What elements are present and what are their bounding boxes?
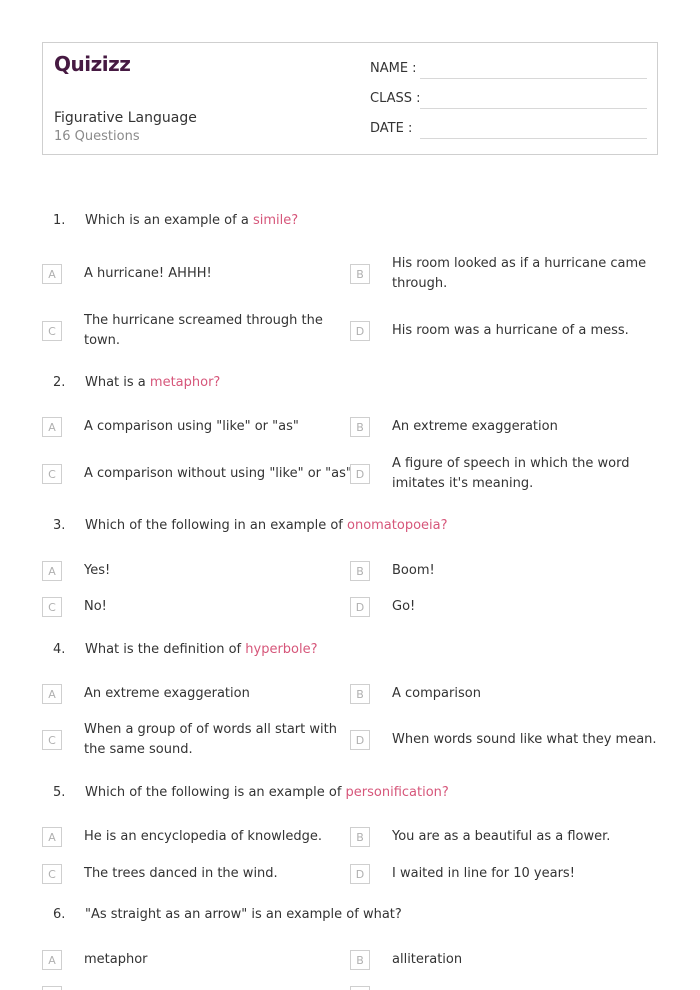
class-field	[370, 91, 647, 111]
option-text: A comparison without using "like" or "as"	[84, 466, 352, 481]
question-keyword: hyperbole?	[245, 642, 318, 657]
question-5	[0, 785, 700, 805]
question-keyword: simile?	[252, 213, 299, 228]
option-letter-box: C	[42, 864, 62, 884]
option-letter-box: A	[42, 950, 62, 970]
option-text: An extreme exaggeration	[84, 686, 250, 701]
question-1	[0, 213, 700, 233]
option-1b[interactable]	[350, 254, 650, 294]
date-field	[370, 121, 647, 141]
question-count: 16 Questions	[54, 129, 140, 144]
option-text: No!	[84, 599, 107, 614]
option-2c[interactable]	[42, 454, 352, 494]
question-4	[0, 642, 700, 662]
option-letter-box: B	[350, 684, 370, 704]
option-text: When words sound like what they mean.	[392, 732, 657, 747]
option-6a[interactable]	[42, 950, 342, 970]
option-text: Go!	[392, 599, 416, 614]
option-4c[interactable]	[42, 720, 342, 760]
option-text: When a group of of words all start with the same sound.	[84, 722, 337, 757]
quizizz-logo: Quizizz	[54, 52, 131, 76]
option-3c[interactable]	[42, 597, 342, 617]
question-text: Which of the following in an example of onomatopoeia?	[85, 518, 448, 533]
option-4b[interactable]	[350, 684, 650, 704]
option-5d[interactable]	[350, 864, 650, 884]
question-number: 4.	[53, 642, 66, 657]
question-text: Which of the following is an example of personification?	[85, 785, 449, 800]
option-1d[interactable]	[350, 311, 650, 351]
question-3	[0, 518, 700, 538]
option-4a[interactable]	[42, 684, 342, 704]
name-label: NAME :	[370, 61, 417, 76]
question-keyword: personification?	[345, 785, 449, 800]
option-text: An extreme exaggeration	[392, 419, 558, 434]
question-6	[0, 907, 700, 927]
question-number: 5.	[53, 785, 66, 800]
date-line	[420, 138, 647, 139]
option-text: You are as a beautiful as a flower.	[392, 829, 611, 844]
option-3a[interactable]	[42, 561, 342, 581]
option-letter-box: A	[42, 417, 62, 437]
question-number: 6.	[53, 907, 66, 922]
option-text: I waited in line for 10 years!	[392, 866, 575, 881]
option-letter-box: C	[42, 730, 62, 750]
option-text: Yes!	[84, 563, 111, 578]
class-line	[420, 108, 647, 109]
option-1a[interactable]	[42, 254, 342, 294]
option-text: The trees danced in the wind.	[84, 866, 278, 881]
option-2a[interactable]	[42, 417, 342, 437]
option-6b[interactable]	[350, 950, 650, 970]
option-5a[interactable]	[42, 827, 342, 847]
option-text: A figure of speech in which the word imitates it's meaning.	[392, 456, 630, 491]
option-text: A comparison	[392, 686, 481, 701]
worksheet-title: Figurative Language	[54, 110, 197, 126]
option-1c[interactable]	[42, 311, 342, 351]
option-text: alliteration	[392, 952, 463, 967]
option-text: He is an encyclopedia of knowledge.	[84, 829, 323, 844]
option-text: A comparison using "like" or "as"	[84, 419, 299, 434]
option-letter-box: B	[350, 827, 370, 847]
option-4d[interactable]	[350, 730, 657, 750]
class-label: CLASS :	[370, 91, 421, 106]
option-letter-box: A	[42, 264, 62, 284]
option-letter-box: D	[350, 597, 370, 617]
option-text: A hurricane! AHHH!	[84, 266, 212, 281]
question-keyword: onomatopoeia?	[347, 518, 448, 533]
question-text: What is a metaphor?	[85, 375, 221, 390]
question-text: "As straight as an arrow" is an example of what?	[85, 907, 402, 922]
name-line	[420, 78, 647, 79]
option-3b[interactable]	[350, 561, 650, 581]
option-letter-box: C	[42, 464, 62, 484]
option-text: His room looked as if a hurricane came through.	[392, 256, 647, 291]
question-keyword: metaphor?	[149, 375, 221, 390]
worksheet-header	[42, 42, 658, 155]
option-letter-box: C	[42, 597, 62, 617]
question-2	[0, 375, 700, 395]
option-3d[interactable]	[350, 597, 650, 617]
option-letter-box: D	[350, 864, 370, 884]
option-letter-box-cutoff	[42, 986, 62, 990]
option-5c[interactable]	[42, 864, 342, 884]
option-letter-box: C	[42, 321, 62, 341]
option-letter-box: D	[350, 321, 370, 341]
question-text: Which is an example of a simile?	[85, 213, 299, 228]
question-number: 2.	[53, 375, 66, 390]
option-text: The hurricane screamed through the town.	[84, 313, 323, 348]
option-letter-box: B	[350, 264, 370, 284]
option-letter-box: B	[350, 417, 370, 437]
option-text: metaphor	[84, 952, 148, 967]
name-field	[370, 61, 647, 81]
option-letter-box: A	[42, 684, 62, 704]
question-number: 3.	[53, 518, 66, 533]
option-letter-box: D	[350, 730, 370, 750]
question-number: 1.	[53, 213, 66, 228]
option-5b[interactable]	[350, 827, 650, 847]
option-letter-box: A	[42, 827, 62, 847]
option-letter-box: B	[350, 561, 370, 581]
option-letter-box: D	[350, 464, 370, 484]
option-text: Boom!	[392, 563, 435, 578]
date-label: DATE :	[370, 121, 413, 136]
option-letter-box-cutoff	[350, 986, 370, 990]
option-2d[interactable]	[350, 454, 650, 494]
option-2b[interactable]	[350, 417, 650, 437]
option-text: His room was a hurricane of a mess.	[392, 323, 629, 338]
question-text: What is the definition of hyperbole?	[85, 642, 318, 657]
option-letter-box: A	[42, 561, 62, 581]
option-letter-box: B	[350, 950, 370, 970]
